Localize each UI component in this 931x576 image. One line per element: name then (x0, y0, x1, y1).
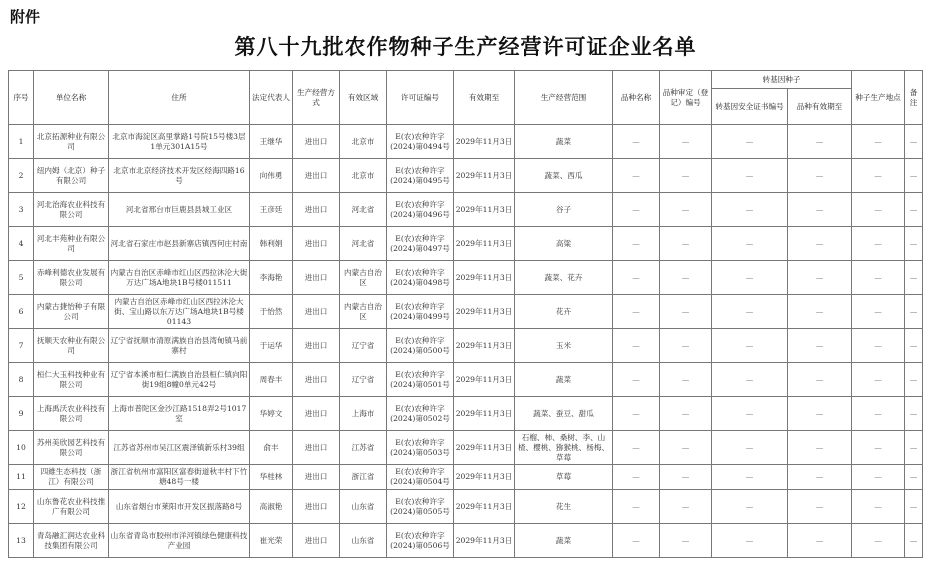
cell-scope: 蔬菜、西瓜 (515, 159, 613, 193)
cell-gm-valid: — (788, 125, 852, 159)
cell-valid-until: 2029年11月3日 (454, 397, 515, 431)
cell-license: E(农)农种许字(2024)第0498号 (387, 261, 454, 295)
cell-note: — (905, 431, 923, 465)
cell-mode: 进出口 (293, 261, 340, 295)
cell-gm-safety-cert: — (712, 261, 788, 295)
cell-company: 四維生态科技（浙江）有限公司 (34, 465, 109, 490)
table-row (9, 524, 923, 558)
table-row (9, 125, 923, 159)
table-row (9, 329, 923, 363)
cell-gm-valid: — (788, 261, 852, 295)
cell-gm-valid: — (788, 159, 852, 193)
cell-license: E(农)农种许字(2024)第0497号 (387, 227, 454, 261)
cell-variety-name: — (613, 363, 660, 397)
cell-mode: 进出口 (293, 524, 340, 558)
header-gm-group: 转基因种子 (712, 71, 852, 89)
cell-seq: 4 (9, 227, 34, 261)
table-row (9, 227, 923, 261)
cell-legal-rep: 向伟勇 (250, 159, 293, 193)
cell-site: — (852, 465, 905, 490)
cell-variety-name: — (613, 125, 660, 159)
cell-region: 河北省 (340, 193, 387, 227)
table-row (9, 159, 923, 193)
header-row (9, 71, 923, 89)
cell-address: 北京市海淀区高里掌路1号院15号楼3层1单元301A15号 (109, 125, 250, 159)
header-region: 有效区域 (340, 71, 387, 125)
cell-valid-until: 2029年11月3日 (454, 227, 515, 261)
cell-gm-valid: — (788, 363, 852, 397)
cell-seq: 8 (9, 363, 34, 397)
cell-variety-name: — (613, 524, 660, 558)
cell-address: 上海市普陀区金沙江路1518弄2号1017室 (109, 397, 250, 431)
cell-license: E(农)农种许字(2024)第0503号 (387, 431, 454, 465)
cell-site: — (852, 329, 905, 363)
cell-scope: 花卉 (515, 295, 613, 329)
cell-address: 山东省烟台市莱阳市开发区振落路8号 (109, 490, 250, 524)
cell-scope: 谷子 (515, 193, 613, 227)
cell-legal-rep: 华桂林 (250, 465, 293, 490)
cell-note: — (905, 465, 923, 490)
cell-gm-valid: — (788, 329, 852, 363)
cell-variety-cert: — (660, 397, 712, 431)
cell-license: E(农)农种许字(2024)第0495号 (387, 159, 454, 193)
cell-mode: 进出口 (293, 363, 340, 397)
cell-note: — (905, 227, 923, 261)
license-table (8, 70, 923, 558)
cell-company: 上海禹沃农业科技有限公司 (34, 397, 109, 431)
page-title: 第八十九批农作物种子生产经营许可证企业名单 (234, 34, 697, 59)
cell-company: 山东鲁花农业科技推广有限公司 (34, 490, 109, 524)
table-body (9, 125, 923, 558)
cell-region: 江苏省 (340, 431, 387, 465)
cell-license: E(农)农种许字(2024)第0502号 (387, 397, 454, 431)
cell-gm-safety-cert: — (712, 397, 788, 431)
cell-mode: 进出口 (293, 397, 340, 431)
cell-mode: 进出口 (293, 193, 340, 227)
cell-site: — (852, 397, 905, 431)
cell-variety-cert: — (660, 261, 712, 295)
header-license-no: 许可证编号 (387, 71, 454, 125)
cell-note: — (905, 490, 923, 524)
cell-address: 内蒙古自治区赤峰市红山区西拉沐沦大街万达广场A地块1B号楼011511 (109, 261, 250, 295)
cell-variety-cert: — (660, 524, 712, 558)
header-legal-rep: 法定代表人 (250, 71, 293, 125)
table-row (9, 431, 923, 465)
cell-scope: 石榴、柿、桑树、李、山楂、樱桃、猕猴桃、杨梅、草莓 (515, 431, 613, 465)
cell-company: 赤峰利德农业发展有限公司 (34, 261, 109, 295)
cell-seq: 1 (9, 125, 34, 159)
header-variety-cert: 品种审定（登记）编号 (660, 71, 712, 125)
attachment-label: 附件 (10, 8, 41, 26)
cell-note: — (905, 193, 923, 227)
cell-region: 北京市 (340, 125, 387, 159)
cell-legal-rep: 俞丰 (250, 431, 293, 465)
cell-gm-safety-cert: — (712, 524, 788, 558)
cell-region: 山东省 (340, 490, 387, 524)
cell-mode: 进出口 (293, 465, 340, 490)
cell-address: 内蒙古自治区赤峰市红山区西拉沐沦大街、宝山路以东万达广场A地块1B号楼01143 (109, 295, 250, 329)
cell-seq: 6 (9, 295, 34, 329)
cell-gm-safety-cert: — (712, 125, 788, 159)
cell-gm-valid: — (788, 227, 852, 261)
cell-region: 辽宁省 (340, 363, 387, 397)
cell-valid-until: 2029年11月3日 (454, 125, 515, 159)
cell-gm-safety-cert: — (712, 227, 788, 261)
cell-license: E(农)农种许字(2024)第0500号 (387, 329, 454, 363)
cell-valid-until: 2029年11月3日 (454, 159, 515, 193)
table-row (9, 193, 923, 227)
cell-license: E(农)农种许字(2024)第0505号 (387, 490, 454, 524)
cell-mode: 进出口 (293, 227, 340, 261)
cell-variety-name: — (613, 490, 660, 524)
cell-region: 浙江省 (340, 465, 387, 490)
cell-variety-name: — (613, 295, 660, 329)
cell-mode: 进出口 (293, 329, 340, 363)
cell-note: — (905, 329, 923, 363)
cell-note: — (905, 295, 923, 329)
cell-gm-safety-cert: — (712, 295, 788, 329)
cell-scope: 草莓 (515, 465, 613, 490)
cell-gm-safety-cert: — (712, 193, 788, 227)
cell-seq: 2 (9, 159, 34, 193)
cell-scope: 玉米 (515, 329, 613, 363)
cell-gm-valid: — (788, 397, 852, 431)
cell-seq: 3 (9, 193, 34, 227)
cell-gm-safety-cert: — (712, 363, 788, 397)
cell-variety-name: — (613, 431, 660, 465)
table-row (9, 295, 923, 329)
cell-legal-rep: 周春丰 (250, 363, 293, 397)
cell-valid-until: 2029年11月3日 (454, 431, 515, 465)
cell-site: — (852, 125, 905, 159)
cell-site: — (852, 159, 905, 193)
cell-valid-until: 2029年11月3日 (454, 524, 515, 558)
header-valid-until: 有效期至 (454, 71, 515, 125)
cell-variety-cert: — (660, 227, 712, 261)
cell-company: 青岛融汇润达农业科技集团有限公司 (34, 524, 109, 558)
cell-variety-cert: — (660, 125, 712, 159)
cell-site: — (852, 431, 905, 465)
cell-region: 上海市 (340, 397, 387, 431)
cell-legal-rep: 韩利娟 (250, 227, 293, 261)
cell-variety-name: — (613, 159, 660, 193)
cell-valid-until: 2029年11月3日 (454, 490, 515, 524)
cell-seq: 13 (9, 524, 34, 558)
cell-valid-until: 2029年11月3日 (454, 465, 515, 490)
cell-valid-until: 2029年11月3日 (454, 363, 515, 397)
cell-legal-rep: 王彦廷 (250, 193, 293, 227)
cell-variety-cert: — (660, 363, 712, 397)
cell-variety-cert: — (660, 329, 712, 363)
cell-seq: 7 (9, 329, 34, 363)
cell-license: E(农)农种许字(2024)第0506号 (387, 524, 454, 558)
cell-gm-valid: — (788, 295, 852, 329)
cell-legal-rep: 高淑艳 (250, 490, 293, 524)
cell-site: — (852, 490, 905, 524)
cell-legal-rep: 于运华 (250, 329, 293, 363)
cell-note: — (905, 363, 923, 397)
table-row (9, 397, 923, 431)
cell-scope: 高粱 (515, 227, 613, 261)
cell-company: 内蒙古捷怡种子有限公司 (34, 295, 109, 329)
cell-legal-rep: 李海艳 (250, 261, 293, 295)
cell-address: 河北省石家庄市赵县新寨店镇西何庄村南 (109, 227, 250, 261)
cell-region: 内蒙古自治区 (340, 295, 387, 329)
cell-scope: 花生 (515, 490, 613, 524)
cell-legal-rep: 崔光荣 (250, 524, 293, 558)
header-site: 种子生产地点 (852, 71, 905, 125)
cell-site: — (852, 193, 905, 227)
cell-valid-until: 2029年11月3日 (454, 193, 515, 227)
cell-note: — (905, 397, 923, 431)
cell-region: 山东省 (340, 524, 387, 558)
cell-address: 浙江省杭州市富阳区富春街道秋丰村下竹塘48号一楼 (109, 465, 250, 490)
cell-gm-valid: — (788, 465, 852, 490)
header-note: 备注 (905, 71, 923, 125)
table-row (9, 363, 923, 397)
cell-address: 辽宁省本溪市桓仁满族自治县桓仁镇向阳街19组8幢0单元42号 (109, 363, 250, 397)
cell-valid-until: 2029年11月3日 (454, 329, 515, 363)
cell-scope: 蔬菜 (515, 125, 613, 159)
cell-site: — (852, 524, 905, 558)
cell-legal-rep: 于怡然 (250, 295, 293, 329)
cell-note: — (905, 261, 923, 295)
header-address: 住所 (109, 71, 250, 125)
cell-company: 河北丰苑种业有限公司 (34, 227, 109, 261)
cell-mode: 进出口 (293, 295, 340, 329)
cell-seq: 5 (9, 261, 34, 295)
cell-license: E(农)农种许字(2024)第0504号 (387, 465, 454, 490)
cell-license: E(农)农种许字(2024)第0501号 (387, 363, 454, 397)
cell-license: E(农)农种许字(2024)第0496号 (387, 193, 454, 227)
header-variety-name: 品种名称 (613, 71, 660, 125)
cell-variety-cert: — (660, 193, 712, 227)
cell-scope: 蔬菜、蚕豆、甜瓜 (515, 397, 613, 431)
cell-gm-valid: — (788, 431, 852, 465)
cell-license: E(农)农种许字(2024)第0499号 (387, 295, 454, 329)
cell-company: 河北治海农业科技有限公司 (34, 193, 109, 227)
cell-region: 内蒙古自治区 (340, 261, 387, 295)
cell-gm-safety-cert: — (712, 490, 788, 524)
cell-gm-safety-cert: — (712, 431, 788, 465)
cell-variety-name: — (613, 329, 660, 363)
cell-valid-until: 2029年11月3日 (454, 295, 515, 329)
cell-variety-cert: — (660, 431, 712, 465)
cell-variety-cert: — (660, 465, 712, 490)
cell-gm-valid: — (788, 524, 852, 558)
cell-legal-rep: 王继华 (250, 125, 293, 159)
cell-variety-cert: — (660, 159, 712, 193)
cell-scope: 蔬菜 (515, 363, 613, 397)
header-gm-safety-cert: 转基因安全证书编号 (712, 89, 788, 125)
cell-note: — (905, 524, 923, 558)
cell-mode: 进出口 (293, 431, 340, 465)
cell-seq: 10 (9, 431, 34, 465)
cell-seq: 12 (9, 490, 34, 524)
cell-company: 纽内姆（北京）种子有限公司 (34, 159, 109, 193)
cell-variety-cert: — (660, 490, 712, 524)
cell-mode: 进出口 (293, 490, 340, 524)
cell-variety-name: — (613, 397, 660, 431)
cell-note: — (905, 159, 923, 193)
header-scope: 生产经营范围 (515, 71, 613, 125)
cell-legal-rep: 华婷文 (250, 397, 293, 431)
header-gm-valid: 品种有效期至 (788, 89, 852, 125)
cell-gm-valid: — (788, 490, 852, 524)
cell-gm-safety-cert: — (712, 465, 788, 490)
header-seq: 序号 (9, 71, 34, 125)
cell-address: 河北省邢台市巨鹿县县城工业区 (109, 193, 250, 227)
cell-site: — (852, 261, 905, 295)
table-row (9, 261, 923, 295)
cell-site: — (852, 295, 905, 329)
table-row (9, 490, 923, 524)
cell-scope: 蔬菜 (515, 524, 613, 558)
header-mode: 生产经营方式 (293, 71, 340, 125)
cell-mode: 进出口 (293, 159, 340, 193)
cell-variety-name: — (613, 227, 660, 261)
cell-address: 北京市北京经济技术开发区经海四路16号 (109, 159, 250, 193)
cell-variety-name: — (613, 465, 660, 490)
cell-company: 苏州美欣园艺科技有限公司 (34, 431, 109, 465)
cell-region: 辽宁省 (340, 329, 387, 363)
cell-mode: 进出口 (293, 125, 340, 159)
cell-valid-until: 2029年11月3日 (454, 261, 515, 295)
cell-variety-cert: — (660, 295, 712, 329)
cell-company: 桓仁大玉科技种业有限公司 (34, 363, 109, 397)
cell-scope: 蔬菜、花卉 (515, 261, 613, 295)
table-row (9, 465, 923, 490)
cell-region: 河北省 (340, 227, 387, 261)
cell-license: E(农)农种许字(2024)第0494号 (387, 125, 454, 159)
cell-gm-safety-cert: — (712, 159, 788, 193)
cell-gm-valid: — (788, 193, 852, 227)
cell-seq: 9 (9, 397, 34, 431)
cell-address: 江苏省苏州市吴江区震泽镇新乐村39组 (109, 431, 250, 465)
cell-address: 山东省青岛市胶州市洋河镇绿色健康科技产业园 (109, 524, 250, 558)
cell-company: 北京拓源种业有限公司 (34, 125, 109, 159)
cell-site: — (852, 227, 905, 261)
cell-variety-name: — (613, 193, 660, 227)
cell-region: 北京市 (340, 159, 387, 193)
header-company: 单位名称 (34, 71, 109, 125)
cell-variety-name: — (613, 261, 660, 295)
cell-site: — (852, 363, 905, 397)
cell-note: — (905, 125, 923, 159)
cell-gm-safety-cert: — (712, 329, 788, 363)
cell-address: 辽宁省抚顺市清原满族自治县湾甸镇马前寨村 (109, 329, 250, 363)
cell-company: 抚顺天农种业有限公司 (34, 329, 109, 363)
cell-seq: 11 (9, 465, 34, 490)
